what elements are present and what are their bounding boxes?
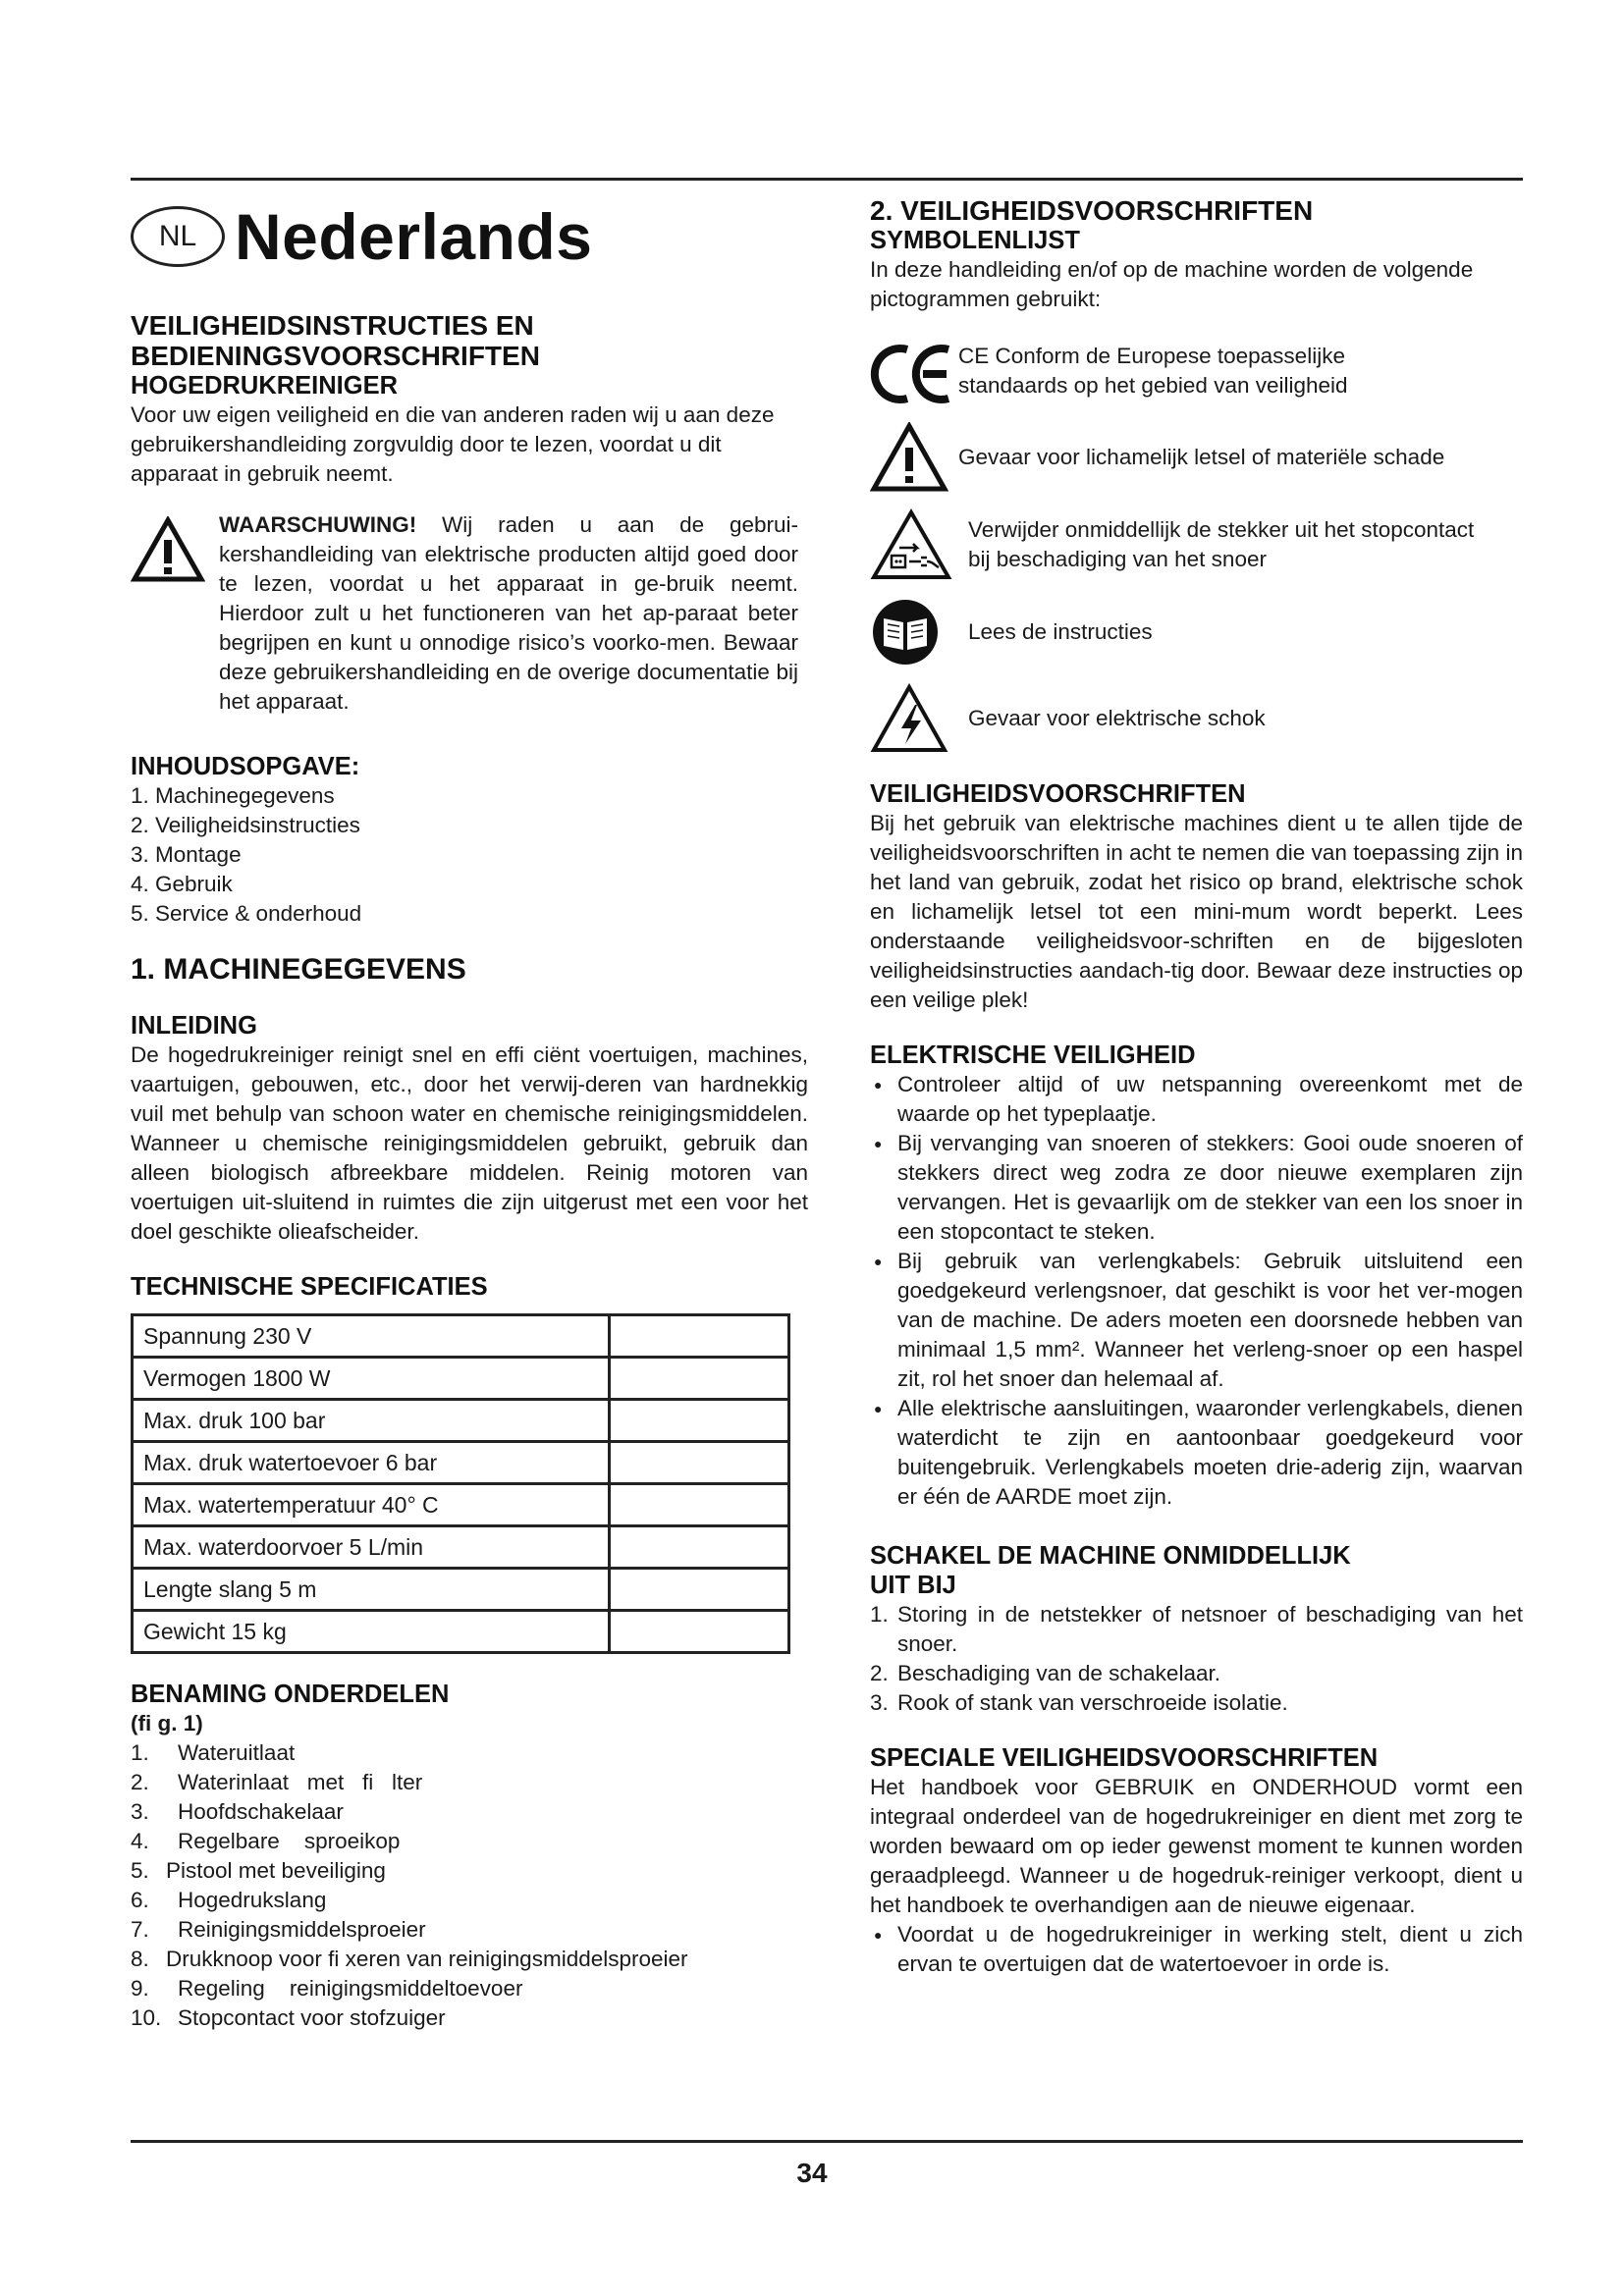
special-list — [870, 1920, 1523, 1979]
table-row — [133, 1358, 789, 1400]
switch-heading-line: SCHAKEL DE MACHINE ONMIDDELLIJK — [870, 1542, 1351, 1570]
list-item: 10. Stopcontact voor stofzuiger — [131, 2005, 446, 2030]
specs-table — [131, 1313, 790, 1654]
parts-figure-ref: (fi g. 1) — [131, 1711, 203, 1735]
spec-blank-cell — [610, 1569, 789, 1611]
read-manual-icon — [870, 597, 941, 667]
page-number: 34 — [796, 2158, 828, 2188]
right-column — [870, 195, 1523, 1979]
symbol-text: Lees de instructies — [968, 619, 1153, 644]
spec-blank-cell — [610, 1400, 789, 1442]
list-item: ● Bij vervanging van snoeren of stekkers: Gooi oude snoeren of stekkers direct weg zodra ze door nieuwe exemplaren zijn vervangen. Het is gevaarlijk om de stekker van een los snoer in een stopcontact te steken. — [870, 1129, 1523, 1247]
toc-item: 5. Service & onderhoud — [131, 901, 362, 926]
warning-block — [131, 510, 798, 717]
spec-cell: Max. druk watertoevoer 6 bar — [133, 1442, 610, 1484]
table-row — [133, 1400, 789, 1442]
table-row — [133, 1442, 789, 1484]
symbol-row — [870, 422, 1523, 493]
ce-mark-icon — [870, 342, 954, 406]
machine-heading: 1. MACHINEGEGEVENS — [131, 953, 466, 986]
spec-cell: Lengte slang 5 m — [133, 1569, 610, 1611]
document-title — [131, 310, 798, 400]
spec-blank-cell — [610, 1484, 789, 1526]
language-title: Nederlands — [235, 200, 593, 273]
warning-label: WAARSCHUWING! — [219, 512, 417, 537]
toc-item: 1. Machinegegevens — [131, 783, 335, 808]
table-row — [133, 1484, 789, 1526]
left-column — [131, 192, 808, 2033]
list-item: 3. Rook of stank van verschroeide isolatie. — [870, 1690, 1288, 1715]
switch-heading-line: UIT BIJ — [870, 1572, 956, 1599]
bottom-rule — [131, 2140, 1523, 2143]
list-item: 1. Storing in de netstekker of netsnoer of beschadiging van het snoer. — [870, 1602, 1523, 1656]
spec-blank-cell — [610, 1526, 789, 1569]
subtitle: HOGEDRUKREINIGER — [131, 372, 399, 400]
symbol-row — [870, 683, 1523, 754]
symbol-text: Verwijder onmiddellijk de stekker uit het stopcontact bij beschadiging van het snoer — [968, 517, 1475, 571]
safety-heading: VEILIGHEIDSVOORSCHRIFTEN — [870, 780, 1246, 808]
spec-cell: Max. watertemperatuur 40° C — [133, 1484, 610, 1526]
toc-item: 3. Montage — [131, 842, 242, 867]
list-item: 7. Reinigingsmiddelsproeier — [131, 1917, 426, 1942]
spec-cell: Spannung 230 V — [133, 1315, 610, 1358]
table-row — [133, 1526, 789, 1569]
switch-heading — [870, 1541, 1523, 1600]
symbol-text: Gevaar voor elektrische schok — [968, 706, 1266, 730]
list-item: 1. Wateruitlaat — [131, 1740, 296, 1765]
spec-blank-cell — [610, 1358, 789, 1400]
list-item: 9. Regeling reinigingsmiddeltoevoer — [131, 1976, 523, 2001]
unplug-warning-icon — [870, 508, 952, 581]
parts-heading: BENAMING ONDERDELEN — [131, 1681, 450, 1708]
symbol-row — [870, 508, 1523, 581]
electric-shock-icon — [870, 683, 948, 754]
toc-item: 4. Gebruik — [131, 872, 233, 896]
special-text: Het handboek voor GEBRUIK en ONDERHOUD vormt een integraal onderdeel van de hogedrukreiniger en dient met zorg te worden bewaard om op ieder gewenst moment te kunnen worden geraadpleegd. Wanneer u de hogedruk-reiniger verkoopt, dient u het handboek te overhandigen aan de nieuwe eigenaar. — [870, 1775, 1523, 1917]
list-item: 8. Drukknoop voor fi xeren van reinigingsmiddelsproeier — [131, 1947, 688, 1971]
spec-cell: Gewicht 15 kg — [133, 1611, 610, 1653]
list-item: 2. Waterinlaat met fi lter — [131, 1770, 423, 1794]
symbol-text: CE Conform de Europese toepasselijke standaards op het gebied van veiligheid — [958, 344, 1348, 398]
spec-blank-cell — [610, 1442, 789, 1484]
list-item: ● Alle elektrische aansluitingen, waaronder verlengkabels, dienen waterdicht te zijn en aantoonbaar goedgekeurd voor buitengebruik. Verlengkabels moeten drie-aderig zijn, waarvan er één de AARDE moet zijn. — [870, 1394, 1523, 1512]
electric-list — [870, 1070, 1523, 1512]
toc-heading: INHOUDSOPGAVE: — [131, 753, 360, 780]
warning-triangle-icon — [870, 422, 948, 493]
inleiding-heading: INLEIDING — [131, 1012, 257, 1040]
list-item: ● Voordat u de hogedrukreiniger in werking stelt, dient u zich ervan te overtuigen dat de watertoevoer in orde is. — [870, 1920, 1523, 1979]
symbol-text: Gevaar voor lichamelijk letsel of materiële schade — [958, 445, 1445, 469]
spec-cell: Max. druk 100 bar — [133, 1400, 610, 1442]
electric-heading: ELEKTRISCHE VEILIGHEID — [870, 1041, 1196, 1069]
symbols-heading: SYMBOLENLIJST — [870, 227, 1080, 254]
toc-item: 2. Veiligheidsinstructies — [131, 813, 360, 837]
symbols-intro: In deze handleiding en/of op de machine worden de volgende pictogrammen gebruikt: — [870, 257, 1474, 311]
symbols-list — [870, 342, 1523, 754]
language-header — [131, 192, 798, 281]
parts-list — [131, 1738, 798, 2033]
list-item: 2. Beschadiging van de schakelaar. — [870, 1661, 1220, 1685]
language-code-badge: NL — [131, 206, 225, 267]
inleiding-text: De hogedrukreiniger reinigt snel en effi ciënt voertuigen, machines, vaartuigen, gebouwen, etc., door het verwij-deren van hardnekkig vuil met behulp van schoon water en chemische reinigingsmiddelen. Wanneer u chemische reinigingsmiddelen gebruikt, gebruik dan alleen biologisch afbreekbare middelen. Reinig motoren van voertuigen uit-sluitend in ruimtes die zijn uitgerust met een voor het doel geschikte olieafscheider. — [131, 1042, 808, 1244]
spec-cell: Max. waterdoorvoer 5 L/min — [133, 1526, 610, 1569]
special-heading: SPECIALE VEILIGHEIDSVOORSCHRIFTEN — [870, 1744, 1379, 1772]
symbol-row — [870, 342, 1523, 406]
list-item: 3. Hoofdschakelaar — [131, 1799, 344, 1824]
specs-heading: TECHNISCHE SPECIFICATIES — [131, 1273, 488, 1301]
spec-blank-cell — [610, 1315, 789, 1358]
list-item: 5. Pistool met beveiliging — [131, 1858, 386, 1883]
title-line-2: BEDIENINGSVOORSCHRIFTEN — [131, 341, 540, 371]
table-row — [133, 1611, 789, 1653]
switch-list — [870, 1600, 1523, 1718]
toc-list — [131, 781, 798, 929]
spec-cell: Vermogen 1800 W — [133, 1358, 610, 1400]
safety-chapter-heading: 2. VEILIGHEIDSVOORSCHRIFTEN — [870, 195, 1314, 226]
list-item: ● Bij gebruik van verlengkabels: Gebruik uitsluitend een goedgekeurd verlengsnoer, dat geschikt is voor het ver-mogen van de machine. De aders moeten een doorsnede hebben van minimaal 1,5 mm². Wanneer het verleng-snoer op een haspel zit, rol het snoer dan helemaal af. — [870, 1247, 1523, 1394]
table-row — [133, 1569, 789, 1611]
symbol-row — [870, 597, 1523, 667]
table-row — [133, 1315, 789, 1358]
list-item: ● Controleer altijd of uw netspanning overeenkomt met de waarde op het typeplaatje. — [870, 1070, 1523, 1129]
list-item: 4. Regelbare sproeikop — [131, 1829, 401, 1853]
top-rule — [131, 178, 1523, 181]
title-line-1: VEILIGHEIDSINSTRUCTIES EN — [131, 310, 534, 341]
list-item: 6. Hogedrukslang — [131, 1888, 327, 1912]
spec-blank-cell — [610, 1611, 789, 1653]
intro-text: Voor uw eigen veiligheid en die van anderen raden wij u aan deze gebruikershandleiding zorgvuldig door te lezen, voordat u dit apparaat in gebruik neemt. — [131, 402, 775, 486]
safety-text: Bij het gebruik van elektrische machines dient u te allen tijde de veiligheidsvoorschriften in acht te nemen die van toepassing zijn in het land van gebruik, zodat het risico op brand, elektrische schok en lichamelijk letsel tot een mini-mum wordt beperkt. Lees onderstaande veiligheidsvoor-schriften en de bijgesloten veiligheidsinstructies aandach-tig door. Bewaar deze instructies op een veilige plek! — [870, 811, 1523, 1012]
warning-text: Wij raden u aan de gebrui-kershandleiding van elektrische producten altijd goed door te lezen, voordat u het apparaat in ge-bruik neemt. Hierdoor zult u het functioneren van het ap-paraat beter begrijpen en kunt u onnodige risico’s voorko-men. Bewaar deze gebruikershandleiding en de overige documentatie bij het apparaat. — [219, 512, 798, 714]
